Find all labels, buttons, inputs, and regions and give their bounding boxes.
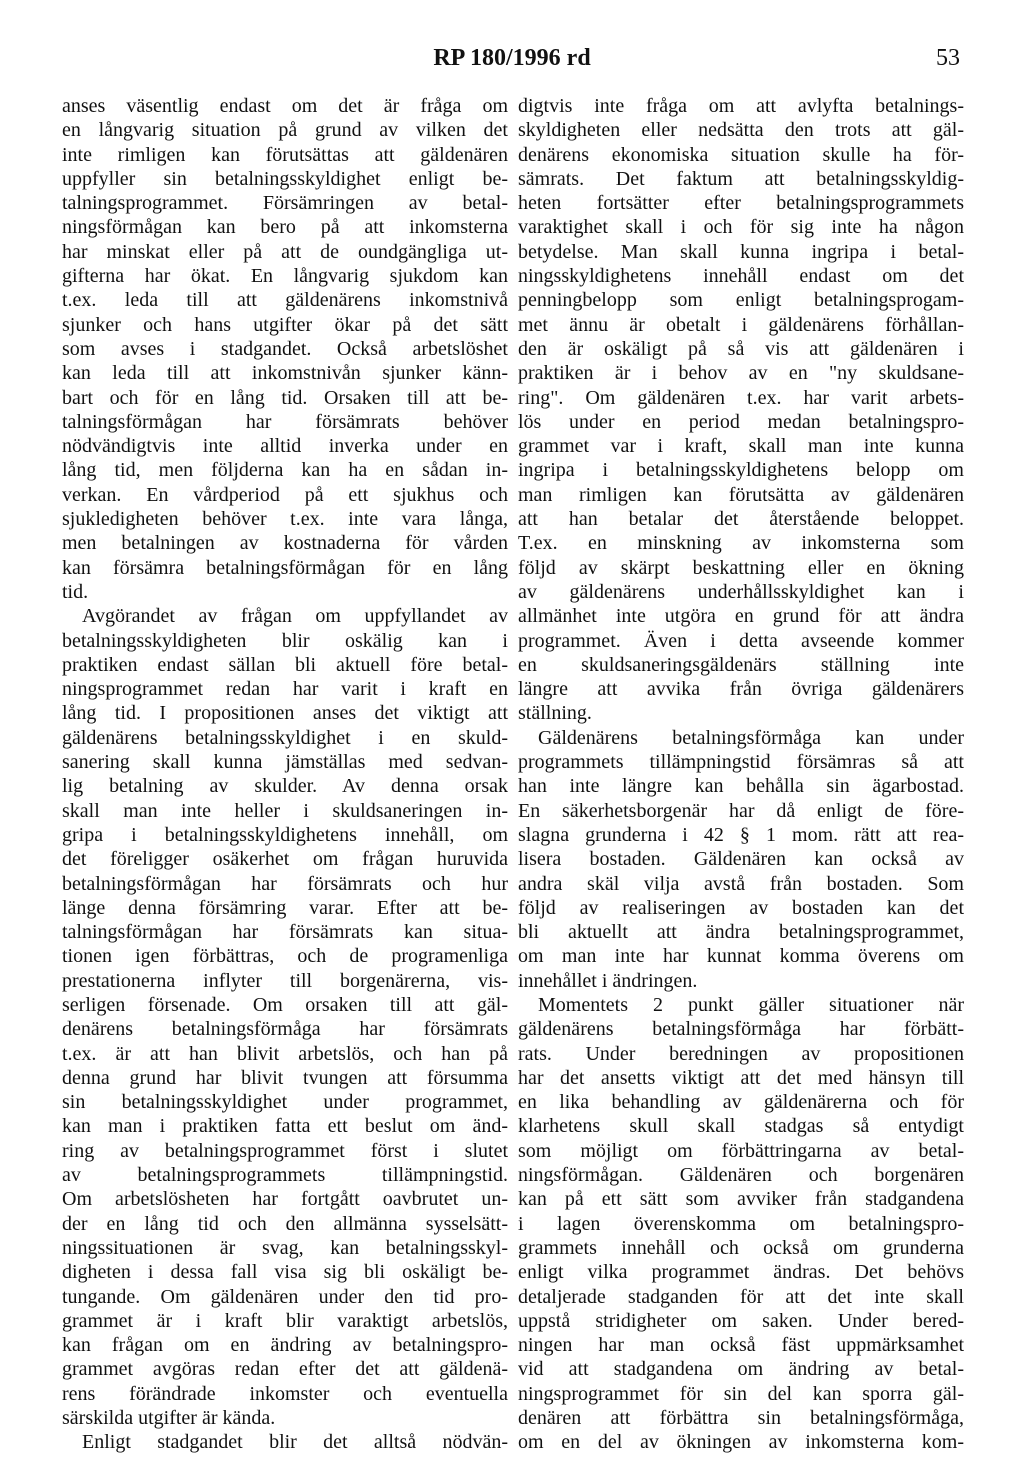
text-line: man rimligen kan förutsätta av gäldenären [518,483,964,506]
text-line: betalningsförmågan har försämrats och hur [62,872,508,895]
text-line: längre att avvika från övriga gäldenärers [518,678,964,701]
text-line: der en lång tid och den allmänna sysselsätt- [62,1212,508,1235]
text-line: uppfyller sin betalningsskyldighet enligt be- [62,167,508,190]
text-line: ningsprogrammet för sin del kan sporra gäl- [518,1382,964,1405]
text-line: som möjligt om förbättringarna av betal- [518,1139,964,1162]
text-line: av gäldenärens underhållsskyldighet kan i [518,580,964,603]
text-line: bli aktuellt att ändra betalningsprogrammet, [518,921,964,944]
text-line: skall man inte heller i skuldsaneringen in- [62,799,508,822]
text-line: betalningsskyldigheten blir oskälig kan i [62,629,508,652]
text-line: men betalningen av kostnaderna för vården [62,532,508,555]
text-line: kan frågan om en ändring av betalningspro- [62,1334,508,1357]
text-line: den är oskäligt på så vis att gäldenären i [518,337,964,360]
text-line: gripa i betalningsskyldighetens innehåll, om [62,823,508,846]
text-line: ring av betalningsprogrammet först i slutet [62,1139,508,1162]
text-line: han inte längre kan behålla sin ägarbostad. [518,775,964,798]
text-line: digheten i dessa fall visa sig bli oskäligt be- [62,1261,508,1284]
text-line: praktiken endast sällan bli aktuell före betal- [62,653,508,676]
text-line: grammet är i kraft blir varaktigt arbetslös, [62,1309,508,1332]
text-line: grammets innehåll och också om grunderna [518,1236,964,1259]
text-line: betydelse. Man skall kunna ingripa i betal- [518,240,964,263]
text-line: lång tid. I propositionen anses det viktigt att [62,702,508,725]
text-line: programmet. Även i detta avseende kommer [518,629,964,652]
text-line: Avgörandet av frågan om uppfyllandet av [82,605,508,628]
text-line: länge denna försämring varar. Efter att be- [62,896,508,919]
text-line: praktiken är i behov av en "ny skuldsane- [518,362,964,385]
text-line: varaktighet skall i och för sig inte ha någon [518,216,964,239]
text-line: sjunker och hans utgifter ökar på det sätt [62,313,508,336]
text-line: lång tid, men följderna kan ha en sådan in- [62,459,508,482]
text-line: detaljerade stadganden för att det inte skall [518,1285,964,1308]
text-line: lig betalning av skulder. Av denna orsak [62,775,508,798]
page-number: 53 [936,45,960,71]
text-line: digtvis inte fråga om att avlyfta betalnings- [518,95,964,117]
text-line: enligt vilka programmet ändras. Det behövs [518,1261,964,1284]
text-line: programmets tillämpningstid försämras så att [518,751,964,774]
text-line: tid. [62,580,89,603]
text-line: om en del av ökningen av inkomsterna kom- [518,1431,964,1454]
text-line: grammet var i kraft, skall man inte kunna [518,435,964,458]
text-line: nödvändigtvis inte alltid inverka under en [62,435,508,458]
text-line: grammet avgöras redan efter det att gäldenä- [62,1358,508,1381]
text-line: vid att stadgandena om ändring av betal- [518,1358,964,1381]
text-line: en lika behandling av gäldenärerna och för [518,1091,964,1114]
text-line: verkan. En vårdperiod på ett sjukhus och [62,483,508,506]
text-line: Enligt stadgandet blir det alltså nödvän- [82,1431,508,1454]
text-line: klarhetens skull skall stadgas så entydigt [518,1115,964,1138]
text-line: tungande. Om gäldenären under den tid pro- [62,1285,508,1308]
text-line: ring". Om gäldenären t.ex. har varit arbets- [518,386,964,409]
text-line: lisera bostaden. Gäldenären kan också av [518,848,964,871]
text-line: gäldenärens betalningsskyldighet i en skuld- [62,726,508,749]
text-line: rens förändrade inkomster och eventuella [62,1382,508,1405]
text-line: bart och för en lång tid. Orsaken till att be- [62,386,508,409]
text-line: allmänhet inte utgöra en grund för att ändra [518,605,964,628]
text-line: prestationerna inflyter till borgenärerna, vis- [62,969,508,992]
text-line: ningsförmågan kan bero på att inkomsterna [62,216,508,239]
text-line: denären att förbättra sin betalningsförmåga, [518,1407,964,1430]
text-line: av betalningsprogrammets tillämpningstid. [62,1164,508,1187]
text-line: har minskat eller på att de oundgängliga ut- [62,240,508,263]
text-line: Gäldenärens betalningsförmåga kan under [538,726,964,749]
text-line: talningsförmågan har försämrats kan situa- [62,921,508,944]
text-line: följd av realiseringen av bostaden kan det [518,896,964,919]
text-line: Om arbetslösheten har fortgått oavbrutet un- [62,1188,508,1211]
text-line: andra skäl vilja avstå från bostaden. Som [518,872,964,895]
text-line: slagna grunderna i 42 § 1 mom. rätt att rea- [518,823,964,846]
text-line: ningsförmågan. Gäldenären och borgenären [518,1164,964,1187]
text-line: penningbelopp som enligt betalningsprogam- [518,289,964,312]
text-line: om man inte har kunnat komma överens om [518,945,964,968]
text-line: inte rimligen kan förutsättas att gäldenären [62,143,508,166]
text-line: rats. Under beredningen av propositionen [518,1042,964,1065]
text-line: anses väsentlig endast om det är fråga om [62,95,508,117]
text-line: denärens betalningsförmåga har försämrats [62,1018,508,1041]
text-line: sin betalningsskyldighet under programmet, [62,1091,508,1114]
text-line: ställning. [518,702,592,725]
right-column [518,94,964,1455]
text-line: ningen har man också fäst uppmärksamhet [518,1334,964,1357]
text-line: ningsskyldighetens innehåll endast om det [518,265,964,288]
text-line: uppstå stridigheter om saken. Under bered- [518,1309,964,1332]
text-line: ningsprogrammet redan har varit i kraft en [62,678,508,701]
text-line: särskilda utgifter är kända. [62,1407,276,1430]
text-line: följd av skärpt beskattning eller en ökning [518,556,964,579]
text-line: som avses i stadgandet. Också arbetslöshet [62,337,508,360]
text-line: har det ansetts viktigt att det med hänsyn till [518,1066,964,1089]
text-line: ningssituationen är svag, kan betalningsskyl- [62,1236,508,1259]
text-line: sjukledigheten behöver t.ex. inte vara långa, [62,508,508,531]
running-header: RP 180/1996 rd [433,45,591,71]
text-line: kan man i praktiken fatta ett beslut om änd- [62,1115,508,1138]
text-line: lös under en period medan betalningspro- [518,410,964,433]
text-line: t.ex. leda till att gäldenärens inkomstnivå [62,289,508,312]
text-line: innehållet i ändringen. [518,969,698,992]
text-line: kan på ett sätt som avviker från stadgandena [518,1188,964,1211]
text-line: en skuldsaneringsgäldenärs ställning inte [518,653,964,676]
left-column [62,94,508,1455]
text-line: gifterna har ökat. En långvarig sjukdom kan [62,265,508,288]
text-line: denärens ekonomiska situation skulle ha för- [518,143,964,166]
text-line: En säkerhetsborgenär har då enligt de före- [518,799,964,822]
text-line: det föreligger osäkerhet om frågan huruvida [62,848,508,871]
text-line: met ännu är obetalt i gäldenärens förhållan- [518,313,964,336]
text-line: skyldigheten eller nedsätta den trots att gäl- [518,119,964,142]
text-line: ingripa i betalningsskyldighetens belopp om [518,459,964,482]
text-line: talningsprogrammet. Försämringen av betal- [62,192,508,215]
text-line: gäldenärens betalningsförmåga har förbätt- [518,1018,964,1041]
text-line: Momentets 2 punkt gäller situationer när [538,993,964,1016]
text-line: att han betalar det återstående beloppet. [518,508,964,531]
text-line: sämrats. Det faktum att betalningsskyldig- [518,167,964,190]
text-line: kan försämra betalningsförmågan för en lång [62,556,508,579]
text-line: talningsförmågan har försämrats behöver [62,410,508,433]
text-line: denna grund har blivit tvungen att försumma [62,1066,508,1089]
text-line: en långvarig situation på grund av vilken det [62,119,508,142]
text-line: tionen igen förbättras, och de programenliga [62,945,508,968]
text-line: kan leda till att inkomstnivån sjunker känn- [62,362,508,385]
text-line: t.ex. är att han blivit arbetslös, och han på [62,1042,508,1065]
text-line: serligen försenade. Om orsaken till att gäl- [62,993,508,1016]
text-line: sanering skall kunna jämställas med sedvan- [62,751,508,774]
text-line: T.ex. en minskning av inkomsterna som [518,532,964,555]
text-line: heten fortsätter efter betalningsprogrammets [518,192,964,215]
text-line: i lagen överenskomma om betalningspro- [518,1212,964,1235]
